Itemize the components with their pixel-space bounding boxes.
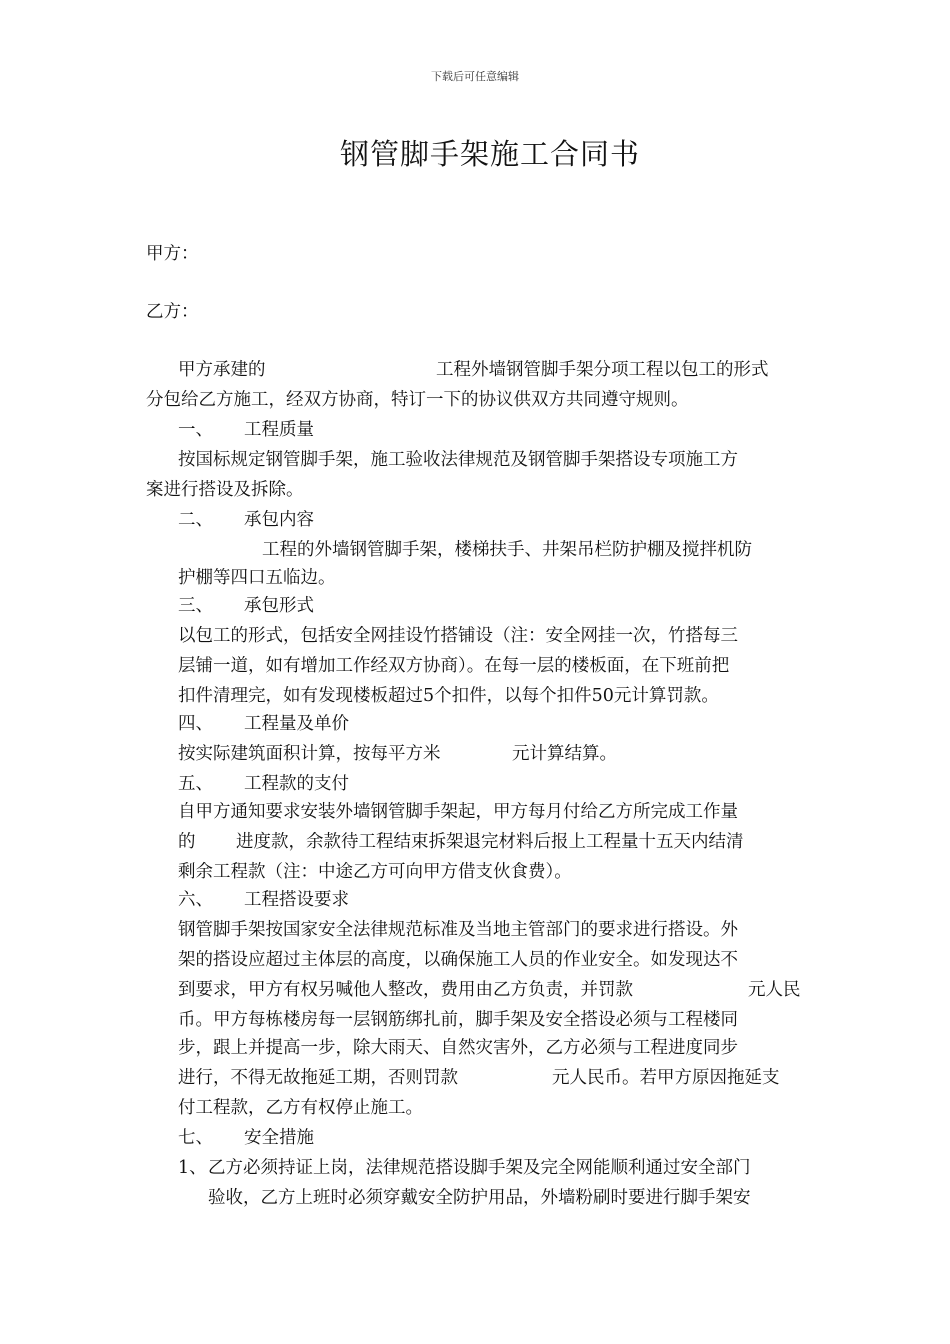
paragraph-line: 步，跟上并提高一步，除大雨天、自然灾害外，乙方必须与工程进度同步 (178, 1038, 738, 1058)
paragraph-line-a: 按实际建筑面积计算，按每平方米 (178, 744, 441, 764)
paragraph-line: 以包工的形式，包括安全网挂设竹搭铺设（注：安全网挂一次，竹搭每三 (178, 626, 738, 646)
section-number: 二、 (178, 510, 213, 530)
paragraph-line-b: 元计算结算。 (512, 744, 617, 764)
section-number: 六、 (178, 890, 213, 910)
header-note: 下载后可任意编辑 (431, 70, 519, 83)
paragraph-line: 自甲方通知要求安装外墙钢管脚手架起，甲方每月付给乙方所完成工作量 (178, 802, 738, 822)
paragraph-line: 案进行搭设及拆除。 (146, 480, 304, 500)
paragraph-line: 币。甲方每栋楼房每一层钢筋绑扎前，脚手架及安全搭设必须与工程楼同 (178, 1010, 738, 1030)
list-item-number: 1、 (178, 1158, 207, 1178)
section-title: 承包内容 (244, 510, 314, 530)
section-heading (178, 1126, 314, 1150)
paragraph-line: 扣件清理完，如有发现楼板超过5个扣件，以每个扣件50元计算罚款。 (178, 686, 719, 706)
paragraph-line-a: 到要求，甲方有权另喊他人整改，费用由乙方负责，并罚款 (178, 980, 633, 1000)
paragraph-line: 钢管脚手架按国家安全法律规范标准及当地主管部门的要求进行搭设。外 (178, 920, 738, 940)
intro-line-1b: 工程外墙钢管脚手架分项工程以包工的形式 (436, 360, 769, 380)
section-heading (178, 594, 314, 618)
paragraph-line: 剩余工程款（注：中途乙方可向甲方借支伙食费）。 (178, 862, 572, 882)
section-number: 三、 (178, 596, 213, 616)
section-number: 一、 (178, 420, 213, 440)
section-heading (178, 712, 349, 736)
intro-line-1a: 甲方承建的 (178, 360, 266, 380)
paragraph-line: 工程的外墙钢管脚手架，楼梯扶手、井架吊栏防护棚及搅拌机防 (262, 540, 752, 560)
section-number: 七、 (178, 1128, 213, 1148)
party-b-label: 乙方： (146, 302, 199, 322)
section-number: 四、 (178, 714, 213, 734)
section-title: 承包形式 (244, 596, 314, 616)
intro-line-2: 分包给乙方施工，经双方协商，特订一下的协议供双方共同遵守规则。 (146, 390, 689, 410)
section-heading (178, 772, 349, 796)
paragraph-line: 架的搭设应超过主体层的高度，以确保施工人员的作业安全。如发现达不 (178, 950, 738, 970)
paragraph-line: 按国标规定钢管脚手架，施工验收法律规范及钢管脚手架搭设专项施工方 (178, 450, 738, 470)
section-heading (178, 508, 314, 532)
paragraph-line-a: 的 (178, 832, 196, 852)
section-title: 安全措施 (244, 1128, 314, 1148)
paragraph-line-b: 进度款，余款待工程结束拆架退完材料后报上工程量十五天内结清 (236, 832, 744, 852)
paragraph-line: 护棚等四口五临边。 (178, 568, 336, 588)
section-title: 工程量及单价 (244, 714, 349, 734)
paragraph-line: 层铺一道，如有增加工作经双方协商）。在每一层的楼板面，在下班前把 (178, 656, 730, 676)
paragraph-line-b: 元人民币。若甲方原因拖延支 (552, 1068, 780, 1088)
section-title: 工程质量 (244, 420, 314, 440)
list-item-text: 乙方必须持证上岗，法律规范搭设脚手架及完全网能顺利通过安全部门 (208, 1158, 751, 1178)
section-heading (178, 418, 314, 442)
party-a-label: 甲方： (146, 244, 199, 264)
section-title: 工程款的支付 (244, 774, 349, 794)
document-title: 钢管脚手架施工合同书 (339, 137, 640, 171)
paragraph-line: 付工程款，乙方有权停止施工。 (178, 1098, 423, 1118)
section-number: 五、 (178, 774, 213, 794)
section-title: 工程搭设要求 (244, 890, 349, 910)
section-heading (178, 888, 349, 912)
list-item-continuation: 验收，乙方上班时必须穿戴安全防护用品，外墙粉刷时要进行脚手架安 (208, 1188, 751, 1208)
paragraph-line-b: 元人民 (748, 980, 801, 1000)
list-item (178, 1156, 751, 1180)
paragraph-line-a: 进行，不得无故拖延工期，否则罚款 (178, 1068, 458, 1088)
